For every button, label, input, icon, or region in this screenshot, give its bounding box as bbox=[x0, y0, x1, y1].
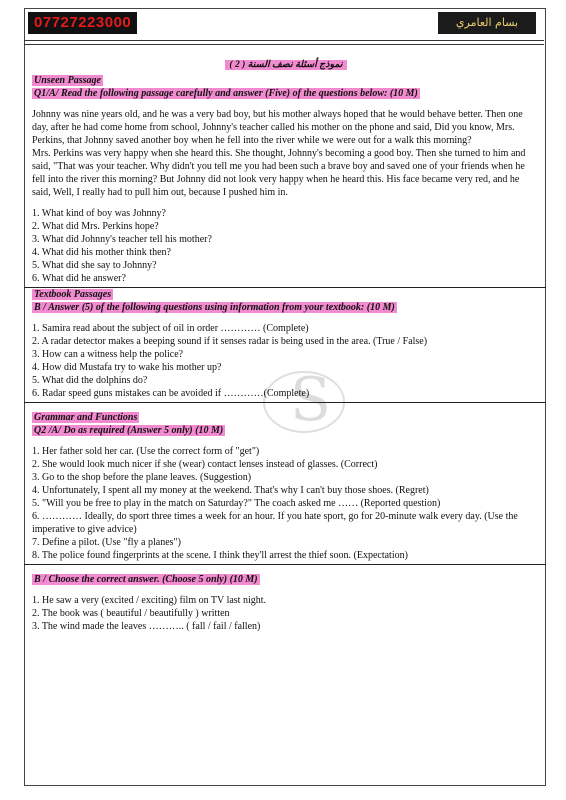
passage-paragraph-2: Mrs. Perkins was very happy when she heard this. She thought, Johnny's becoming a good boy. Then she turned to him and said, "That was your teacher. Why didn't you tell me you had been such a brave boy and saved one of your friends when he fell into the river this morning? But Johnny did not look very happy when he heard this. His face became very red, and he said, Well, I really had to pull him out, because I pushed him in. bbox=[32, 148, 526, 198]
question-item: 1. Samira read about the subject of oil in order ………… (Complete) bbox=[32, 323, 309, 334]
question-item: 5. What did the dolphins do? bbox=[32, 375, 148, 386]
question-item: 4. Unfortunately, I spent all my money at the weekend. That's why I can't buy those shoes. (Regret) bbox=[32, 485, 429, 496]
q1a-instruction: Q1/A/ Read the following passage carefully and answer (Five) of the questions below: (10 M) bbox=[34, 88, 418, 99]
question-item: 5. "Will you be free to play in the match on Saturday?" The coach asked me …… (Reported question) bbox=[32, 498, 441, 509]
question-item: 2. What did Mrs. Perkins hope? bbox=[32, 221, 159, 232]
exam-document bbox=[32, 56, 540, 633]
question-item: 2. A radar detector makes a beeping sound if it senses radar is being used in the area. (True / False) bbox=[32, 336, 428, 347]
exam-title: نموذج أسئلة نصف السنة ( 2 ) bbox=[32, 56, 540, 74]
choose-instruction: B / Choose the correct answer. (Choose 5 only) (10 M) bbox=[34, 574, 258, 585]
question-item: 2. The book was ( beautiful / beautifully ) written bbox=[32, 608, 230, 619]
question-item: 3. What did Johnny's teacher tell his mother? bbox=[32, 234, 212, 245]
question-item: 3. The wind made the leaves ……….. ( fall / fail / fallen) bbox=[32, 621, 261, 632]
svg-text:S: S bbox=[290, 365, 332, 435]
question-item: 6. Radar speed guns mistakes can be avoided if …………(Complete) bbox=[32, 388, 310, 399]
question-item: 5. What did she say to Johnny? bbox=[32, 260, 157, 271]
author-logo: بسام العامري bbox=[438, 12, 536, 34]
header-divider bbox=[24, 40, 544, 41]
passage-paragraph-1: Johnny was nine years old, and he was a very bad boy, but his mother always hoped that he would behave better. Then one day, after he had come home from school, Johnny's teacher called his mother on the phone and said, Did you know, Mrs. Perkins, that Johnny saved another boy when he fell into the river while we were out for a walk this morning? bbox=[32, 109, 523, 146]
question-item: 3. How can a witness help the police? bbox=[32, 349, 184, 360]
question-item: 3. Go to the shop before the plane leaves. (Suggestion) bbox=[32, 472, 252, 483]
section-heading-unseen: Unseen Passage bbox=[34, 75, 101, 86]
question-item: 4. What did his mother think then? bbox=[32, 247, 171, 258]
section-heading-textbook: Textbook Passages bbox=[34, 289, 112, 300]
header-divider-2 bbox=[24, 44, 544, 45]
textbook-instruction: B / Answer (5) of the following questions using information from your textbook: (10 M) bbox=[34, 302, 395, 313]
question-item: 6. What did he answer? bbox=[32, 273, 126, 284]
question-item: 4. How did Mustafa try to wake his mother up? bbox=[32, 362, 222, 373]
question-item: 8. The police found fingerprints at the scene. I think they'll arrest the thief soon. (Expectation) bbox=[32, 550, 408, 561]
question-item: 6. ………… Ideally, do sport three times a week for an hour. If you hate sport, go for 20-minute walk every day. (Use the imperative to give advice) bbox=[32, 511, 518, 535]
phone-number-banner: 07727223000 bbox=[28, 12, 137, 34]
section-heading-grammar: Grammar and Functions bbox=[34, 412, 138, 423]
question-item: 1. He saw a very (excited / exciting) film on TV last night. bbox=[32, 595, 267, 606]
question-item: 7. Define a pilot. (Use "fly a planes") bbox=[32, 537, 181, 548]
question-item: 1. Her father sold her car. (Use the correct form of "get") bbox=[32, 446, 260, 457]
question-item: 1. What kind of boy was Johnny? bbox=[32, 208, 166, 219]
question-item: 2. She would look much nicer if she (wear) contact lenses instead of glasses. (Correct) bbox=[32, 459, 378, 470]
q2a-instruction: Q2 /A/ Do as required (Answer 5 only) (10 M) bbox=[34, 425, 224, 436]
